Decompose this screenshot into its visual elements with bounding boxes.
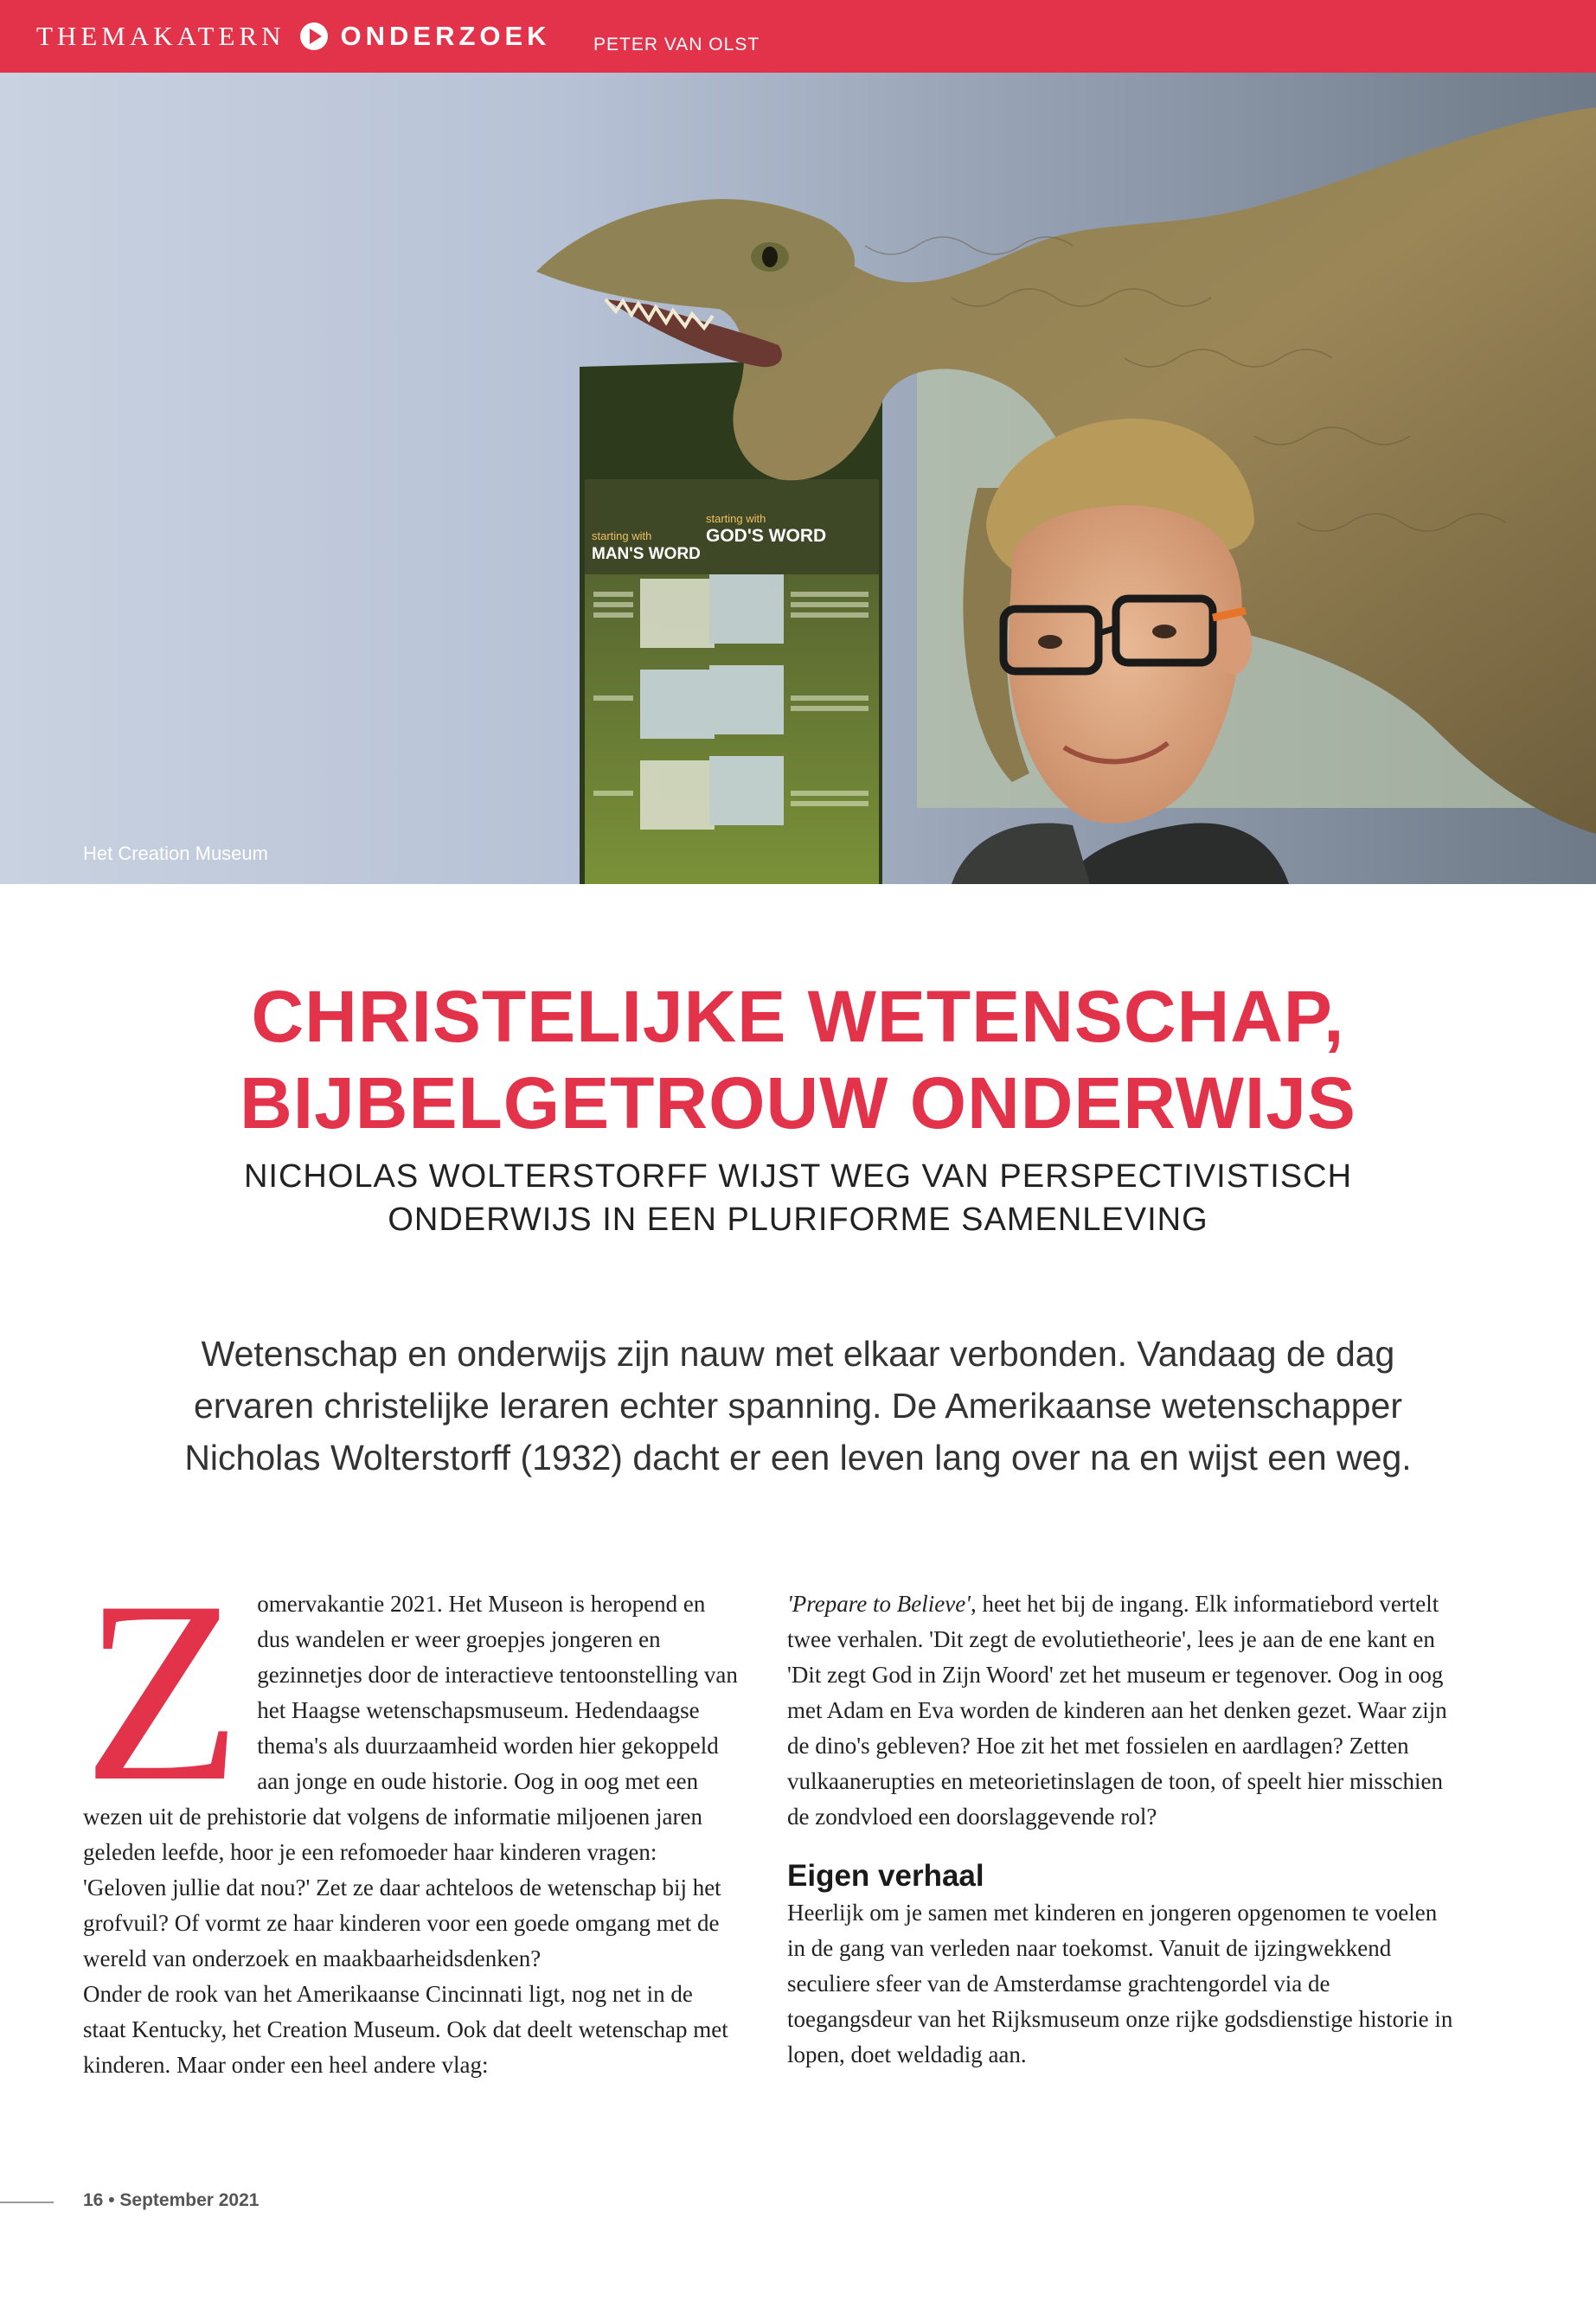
body-paragraph-1: omervakantie 2021. Het Museon is heropend en dus wandelen er weer groepjes jongeren en gezinnetjes door de interactieve tentoonstelling van het Haagse wetenschapsmuseum. Hedendaagse thema's als duurzaamheid worden hier gekoppeld aan jonge en oude historie. Oog in oog met een wezen uit de prehistorie dat volgens de informatie miljoenen jaren geleden leefde, hoor je een refomoeder haar kinderen vragen: 'Geloven jullie dat nou?' Zet ze daar achteloos de wetenschap bij het grofvuil? Of vormt ze haar kinderen voor een goede omgang met de wereld van onderzoek en maakbaarheidsdenken?	[83, 1591, 738, 1971]
play-arrow-icon	[299, 22, 329, 51]
italic-quote: 'Prepare to Believe'	[787, 1591, 971, 1617]
header-band	[0, 0, 1596, 73]
body-column-left	[83, 1548, 740, 2083]
sign-left: MAN'S WORD	[592, 545, 701, 563]
footer-rule	[0, 2202, 54, 2203]
author-name: PETER VAN OLST	[593, 35, 760, 54]
page-footer: 16 • September 2021	[83, 2190, 260, 2210]
hero-photo	[0, 73, 1596, 884]
body-column-right	[787, 1586, 1453, 2073]
subsection-name: ONDERZOEK	[340, 21, 551, 51]
body-paragraph-3-text: , heet het bij de ingang. Elk informatiebord vertelt twee verhalen. 'Dit zegt de evolutietheorie', lees je aan de ene kant en 'Dit zegt God in Zijn Woord' zet het museum er tegenover. Oog in oog met Adam en Eva worden de kinderen aan het denken gezet. Waar zijn de dino's gebleven? Hoe zit het met fossielen en aardlagen? Zetten vulkaanerupties en meteorietinslagen de toon, of speelt hier misschien de zondvloed een doorslaggevende rol?	[787, 1591, 1447, 1830]
body-paragraph-4: Heerlijk om je samen met kinderen en jongeren opgenomen te voelen in de gang van verleden naar toekomst. Vanuit de ijzingwekkend seculiere sfeer van de Amsterdamse grachtengordel via de toegangsdeur van het Rijksmuseum onze rijke godsdienstige historie in lopen, doet weldadig aan.	[787, 1900, 1453, 2067]
subtitle-line-1: NICHOLAS WOLTERSTORFF WIJST WEG VAN PERSPECTIVISTISCH	[243, 1158, 1353, 1195]
section-name: THEMAKATERN	[36, 21, 285, 51]
photo-caption: Het Creation Museum	[83, 843, 268, 864]
article-subtitle	[0, 1155, 1596, 1241]
section-label	[36, 19, 551, 54]
sign-left-small: starting with	[592, 529, 652, 542]
subtitle-line-2: ONDERWIJS IN EEN PLURIFORME SAMENLEVING	[388, 1202, 1208, 1238]
article-lead	[87, 1328, 1509, 1484]
lead-line-3: Nicholas Wolterstorff (1932) dacht er een leven lang over na en wijst een weg.	[184, 1438, 1412, 1477]
sign-right: GOD'S WORD	[706, 526, 827, 546]
dinosaur-photo-illustration	[0, 73, 1596, 884]
lead-line-1: Wetenschap en onderwijs zijn nauw met elkaar verbonden. Vandaag de dag	[201, 1334, 1395, 1374]
body-paragraph-2: Onder de rook van het Amerikaanse Cincinnati ligt, nog net in de staat Kentucky, het Creation Museum. Ook dat deelt wetenschap met kinderen. Maar onder een heel andere vlag:	[83, 1981, 728, 2078]
body-paragraph-3	[787, 1586, 1453, 1835]
drop-cap: Z	[83, 1548, 242, 1835]
section-heading: Eigen verhaal	[787, 1859, 984, 1893]
title-line-2: BIJBELGETROUW ONDERWIJS	[240, 1062, 1356, 1144]
lead-line-2: ervaren christelijke leraren echter spanning. De Amerikaanse wetenschapper	[193, 1386, 1403, 1426]
sign-right-small: starting with	[706, 512, 766, 525]
article-title	[0, 973, 1596, 1146]
title-line-1: CHRISTELIJKE WETENSCHAP,	[251, 976, 1345, 1057]
